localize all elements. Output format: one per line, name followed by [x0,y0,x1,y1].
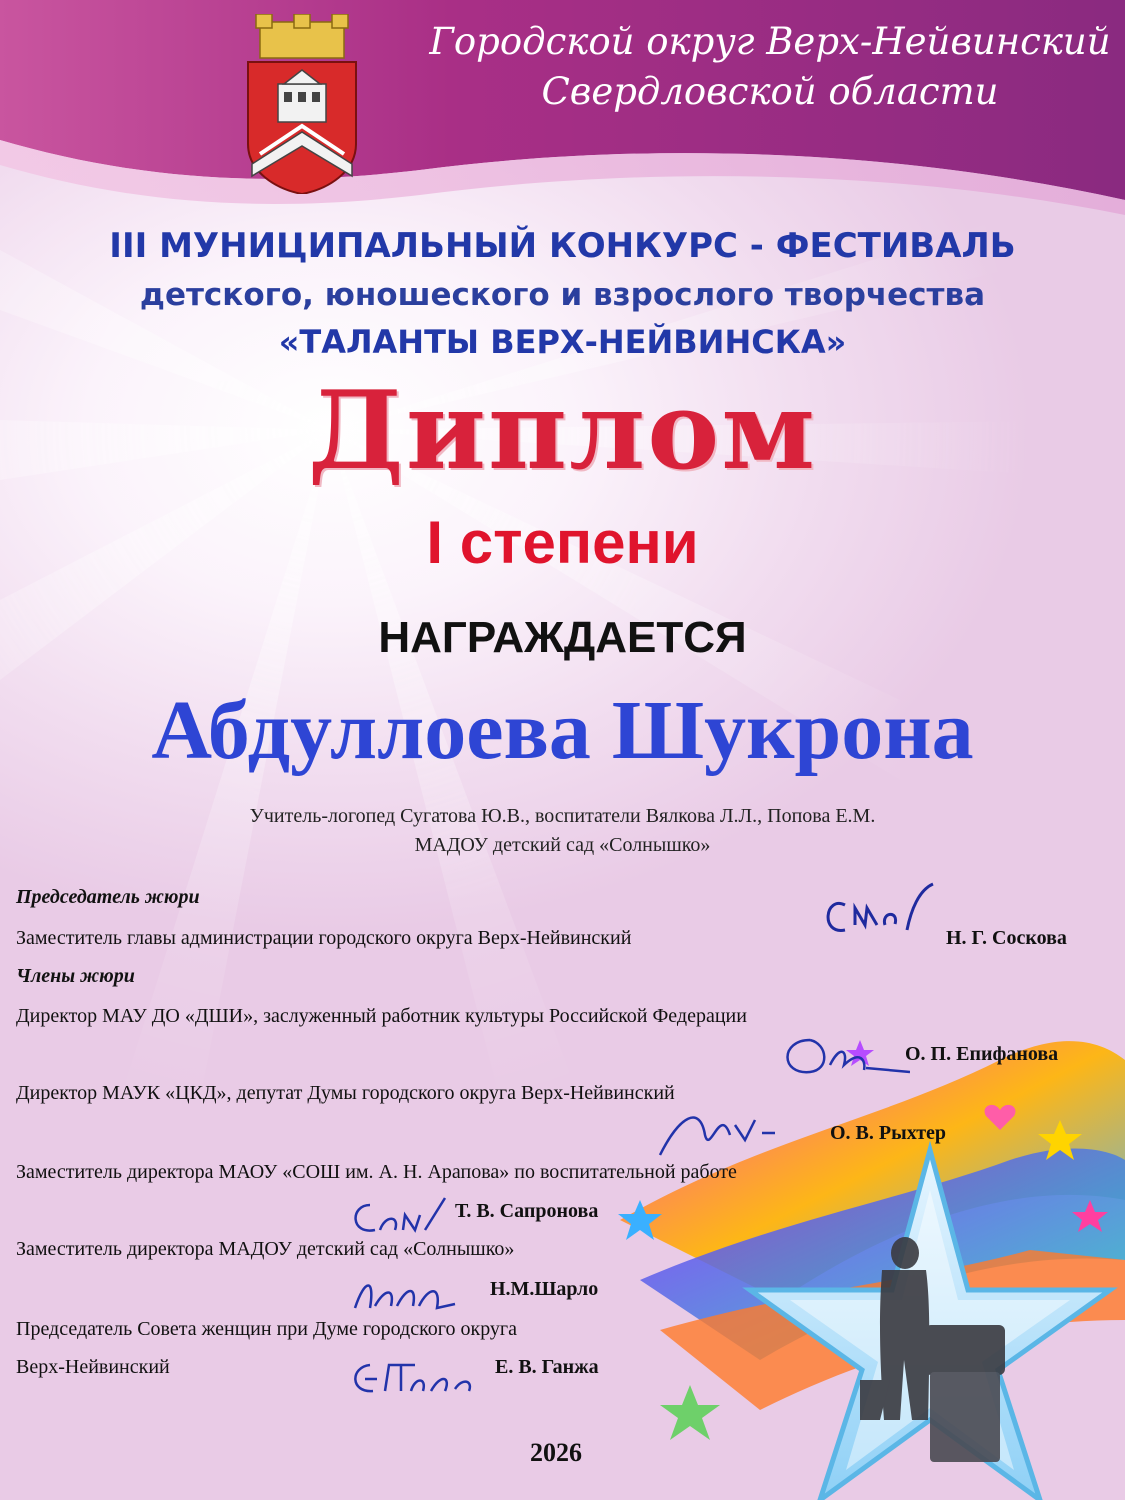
recipient-name: Абдуллоева Шукрона [151,684,974,777]
signature-icon [345,1268,465,1328]
jury-member-position: Председатель Совета женщин при Думе городского округа [16,1318,518,1340]
teachers-line-2: МАДОУ детский сад «Солнышко» [414,834,711,856]
header-line-2: Свердловской области [541,70,999,113]
jury-member-position: Директор МАУ ДО «ДШИ», заслуженный работник культуры Российской Федерации [16,1005,747,1027]
jury-member-name: О. В. Рыхтер [830,1122,947,1144]
diploma-title: Диплом [307,368,818,494]
festival-line-3: «ТАЛАНТЫ ВЕРХ-НЕЙВИНСКА» [278,323,847,361]
jury-member-position: Заместитель директора МАОУ «СОШ им. А. Н. Арапова» по воспитательной работе [16,1161,737,1183]
jury-member-name: Т. В. Сапронова [455,1200,599,1222]
jury-chair-heading: Председатель жюри [16,886,200,908]
jury-member-name: О. П. Епифанова [905,1043,1059,1065]
jury-member-position: Директор МАУК «ЦКД», депутат Думы городского округа Верх-Нейвинский [16,1082,675,1104]
awarded-label: НАГРАЖДАЕТСЯ [378,613,747,662]
festival-line-2: детского, юношеского и взрослого творчества [139,277,986,313]
signature-icon [815,880,945,950]
signature-icon [650,1095,780,1165]
jury-member-position: Заместитель директора МАДОУ детский сад «Солнышко» [16,1238,515,1260]
jury-member-name: Н.М.Шарло [490,1278,599,1300]
header-line-1: Городской округ Верх-Нейвинский [429,20,1111,63]
jury-members-heading: Члены жюри [16,965,135,987]
jury-member-position-cont: Верх-Нейвинский [16,1356,170,1378]
diploma-degree: I степени [426,509,699,576]
jury-member-name: Е. В. Ганжа [495,1356,599,1378]
signature-icon [345,1190,455,1250]
year: 2026 [530,1438,582,1467]
jury-chair-position: Заместитель главы администрации городского округа Верх-Нейвинский [16,927,632,949]
jury-chair-name: Н. Г. Соскова [946,927,1067,949]
signature-icon [345,1355,485,1405]
festival-line-1: III МУНИЦИПАЛЬНЫЙ КОНКУРС - ФЕСТИВАЛЬ [109,226,1016,266]
teachers-line-1: Учитель-логопед Сугатова Ю.В., воспитатели Вялкова Л.Л., Попова Е.М. [249,805,876,827]
signature-icon [770,1020,910,1090]
